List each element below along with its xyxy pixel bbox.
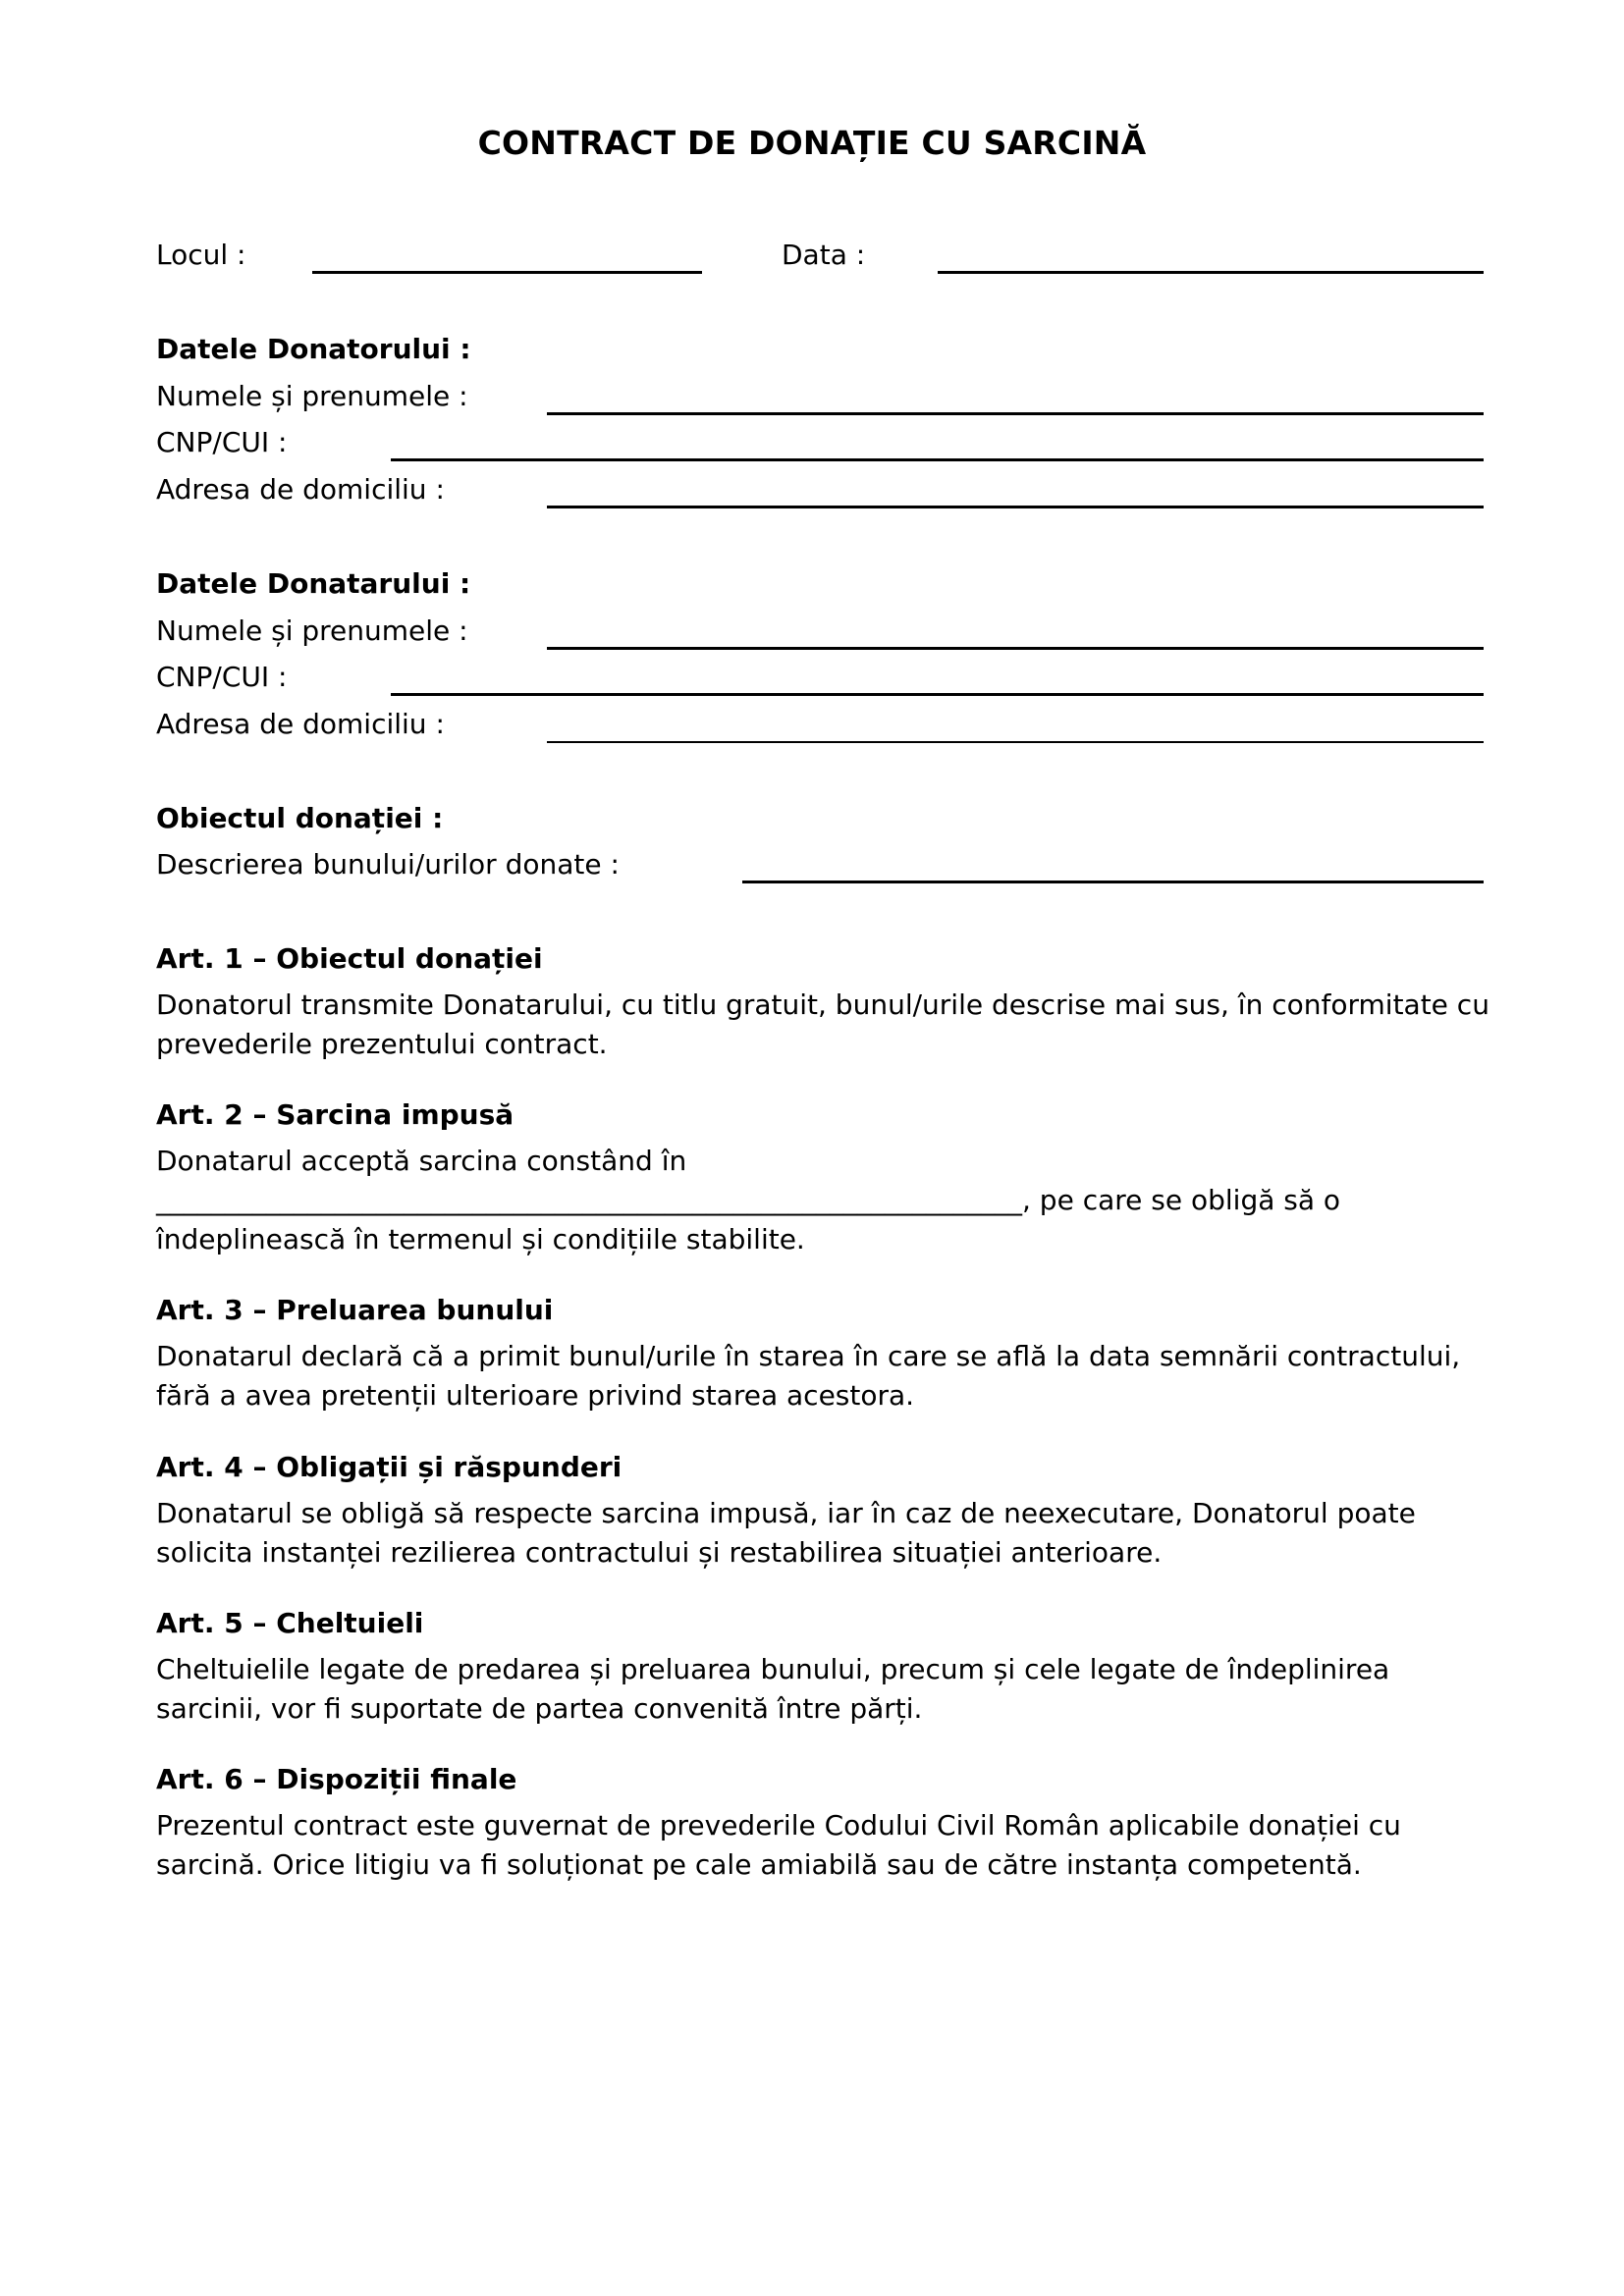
donee-id-field[interactable] [391,693,1484,696]
article-2-text [156,1142,1491,1259]
task-blank-field[interactable]: _______________________________________________________________ [156,1184,1022,1216]
object-description-field[interactable] [742,881,1484,883]
object-description-label: Descrierea bunului/urilor donate : [156,848,620,881]
donee-address-field[interactable] [547,741,1484,743]
donee-heading: Datele Donatarului : [156,567,471,600]
article-1-text: Donatorul transmite Donatarului, cu titlu gratuit, bunul/urile descrise mai sus, în conformitate cu prevederile prezentului contract. [156,988,1489,1060]
article-5-text: Cheltuielile legate de predarea și preluarea bunului, precum și cele legate de îndeplinirea sarcinii, vor fi suportate de partea convenită între părți. [156,1653,1390,1725]
place-label: Locul : [156,239,246,271]
donor-id-field[interactable] [391,458,1484,461]
article-5-heading: Art. 5 – Cheltuieli [156,1607,424,1639]
article-6-heading: Art. 6 – Dispoziții finale [156,1763,517,1795]
donor-name-label: Numele și prenumele : [156,380,468,412]
article-1-heading: Art. 1 – Obiectul donației [156,942,543,975]
place-field[interactable] [312,271,702,274]
article-3-heading: Art. 3 – Preluarea bunului [156,1294,554,1326]
donor-heading: Datele Donatorului : [156,333,471,365]
donee-address-label: Adresa de domiciliu : [156,708,445,740]
article-4-text: Donatarul se obligă să respecte sarcina impusă, iar în caz de neexecutare, Donatorul poate solicita instanței rezilierea contractului și restabilirea situației anterioare. [156,1497,1416,1569]
article-3-text: Donatarul declară că a primit bunul/urile în starea în care se află la data semnării contractului, fără a avea pretenții ulterioare privind starea acestora. [156,1340,1461,1412]
article-2-text-start: Donatarul acceptă sarcina constând în [156,1145,687,1177]
donee-name-label: Numele și prenumele : [156,614,468,647]
article-4-heading: Art. 4 – Obligații și răspunderi [156,1451,623,1483]
donor-id-label: CNP/CUI : [156,426,288,458]
donee-name-field[interactable] [547,647,1484,650]
date-label: Data : [782,239,866,271]
article-6-text: Prezentul contract este guvernat de prevederile Codului Civil Român aplicabile donației cu sarcină. Orice litigiu va fi soluționat pe cale amiabilă sau de către instanța competentă. [156,1809,1401,1881]
donor-address-label: Adresa de domiciliu : [156,473,445,506]
donee-id-label: CNP/CUI : [156,661,288,693]
article-2-heading: Art. 2 – Sarcina impusă [156,1098,514,1131]
document-title: CONTRACT DE DONAȚIE CU SARCINĂ [477,124,1147,162]
article-2-text-end: , pe care se obligă să o îndeplinească în termenul și condițiile stabilite. [156,1184,1341,1255]
object-heading: Obiectul donației : [156,802,444,834]
donor-address-field[interactable] [547,506,1484,508]
date-field[interactable] [938,271,1484,274]
donor-name-field[interactable] [547,412,1484,415]
